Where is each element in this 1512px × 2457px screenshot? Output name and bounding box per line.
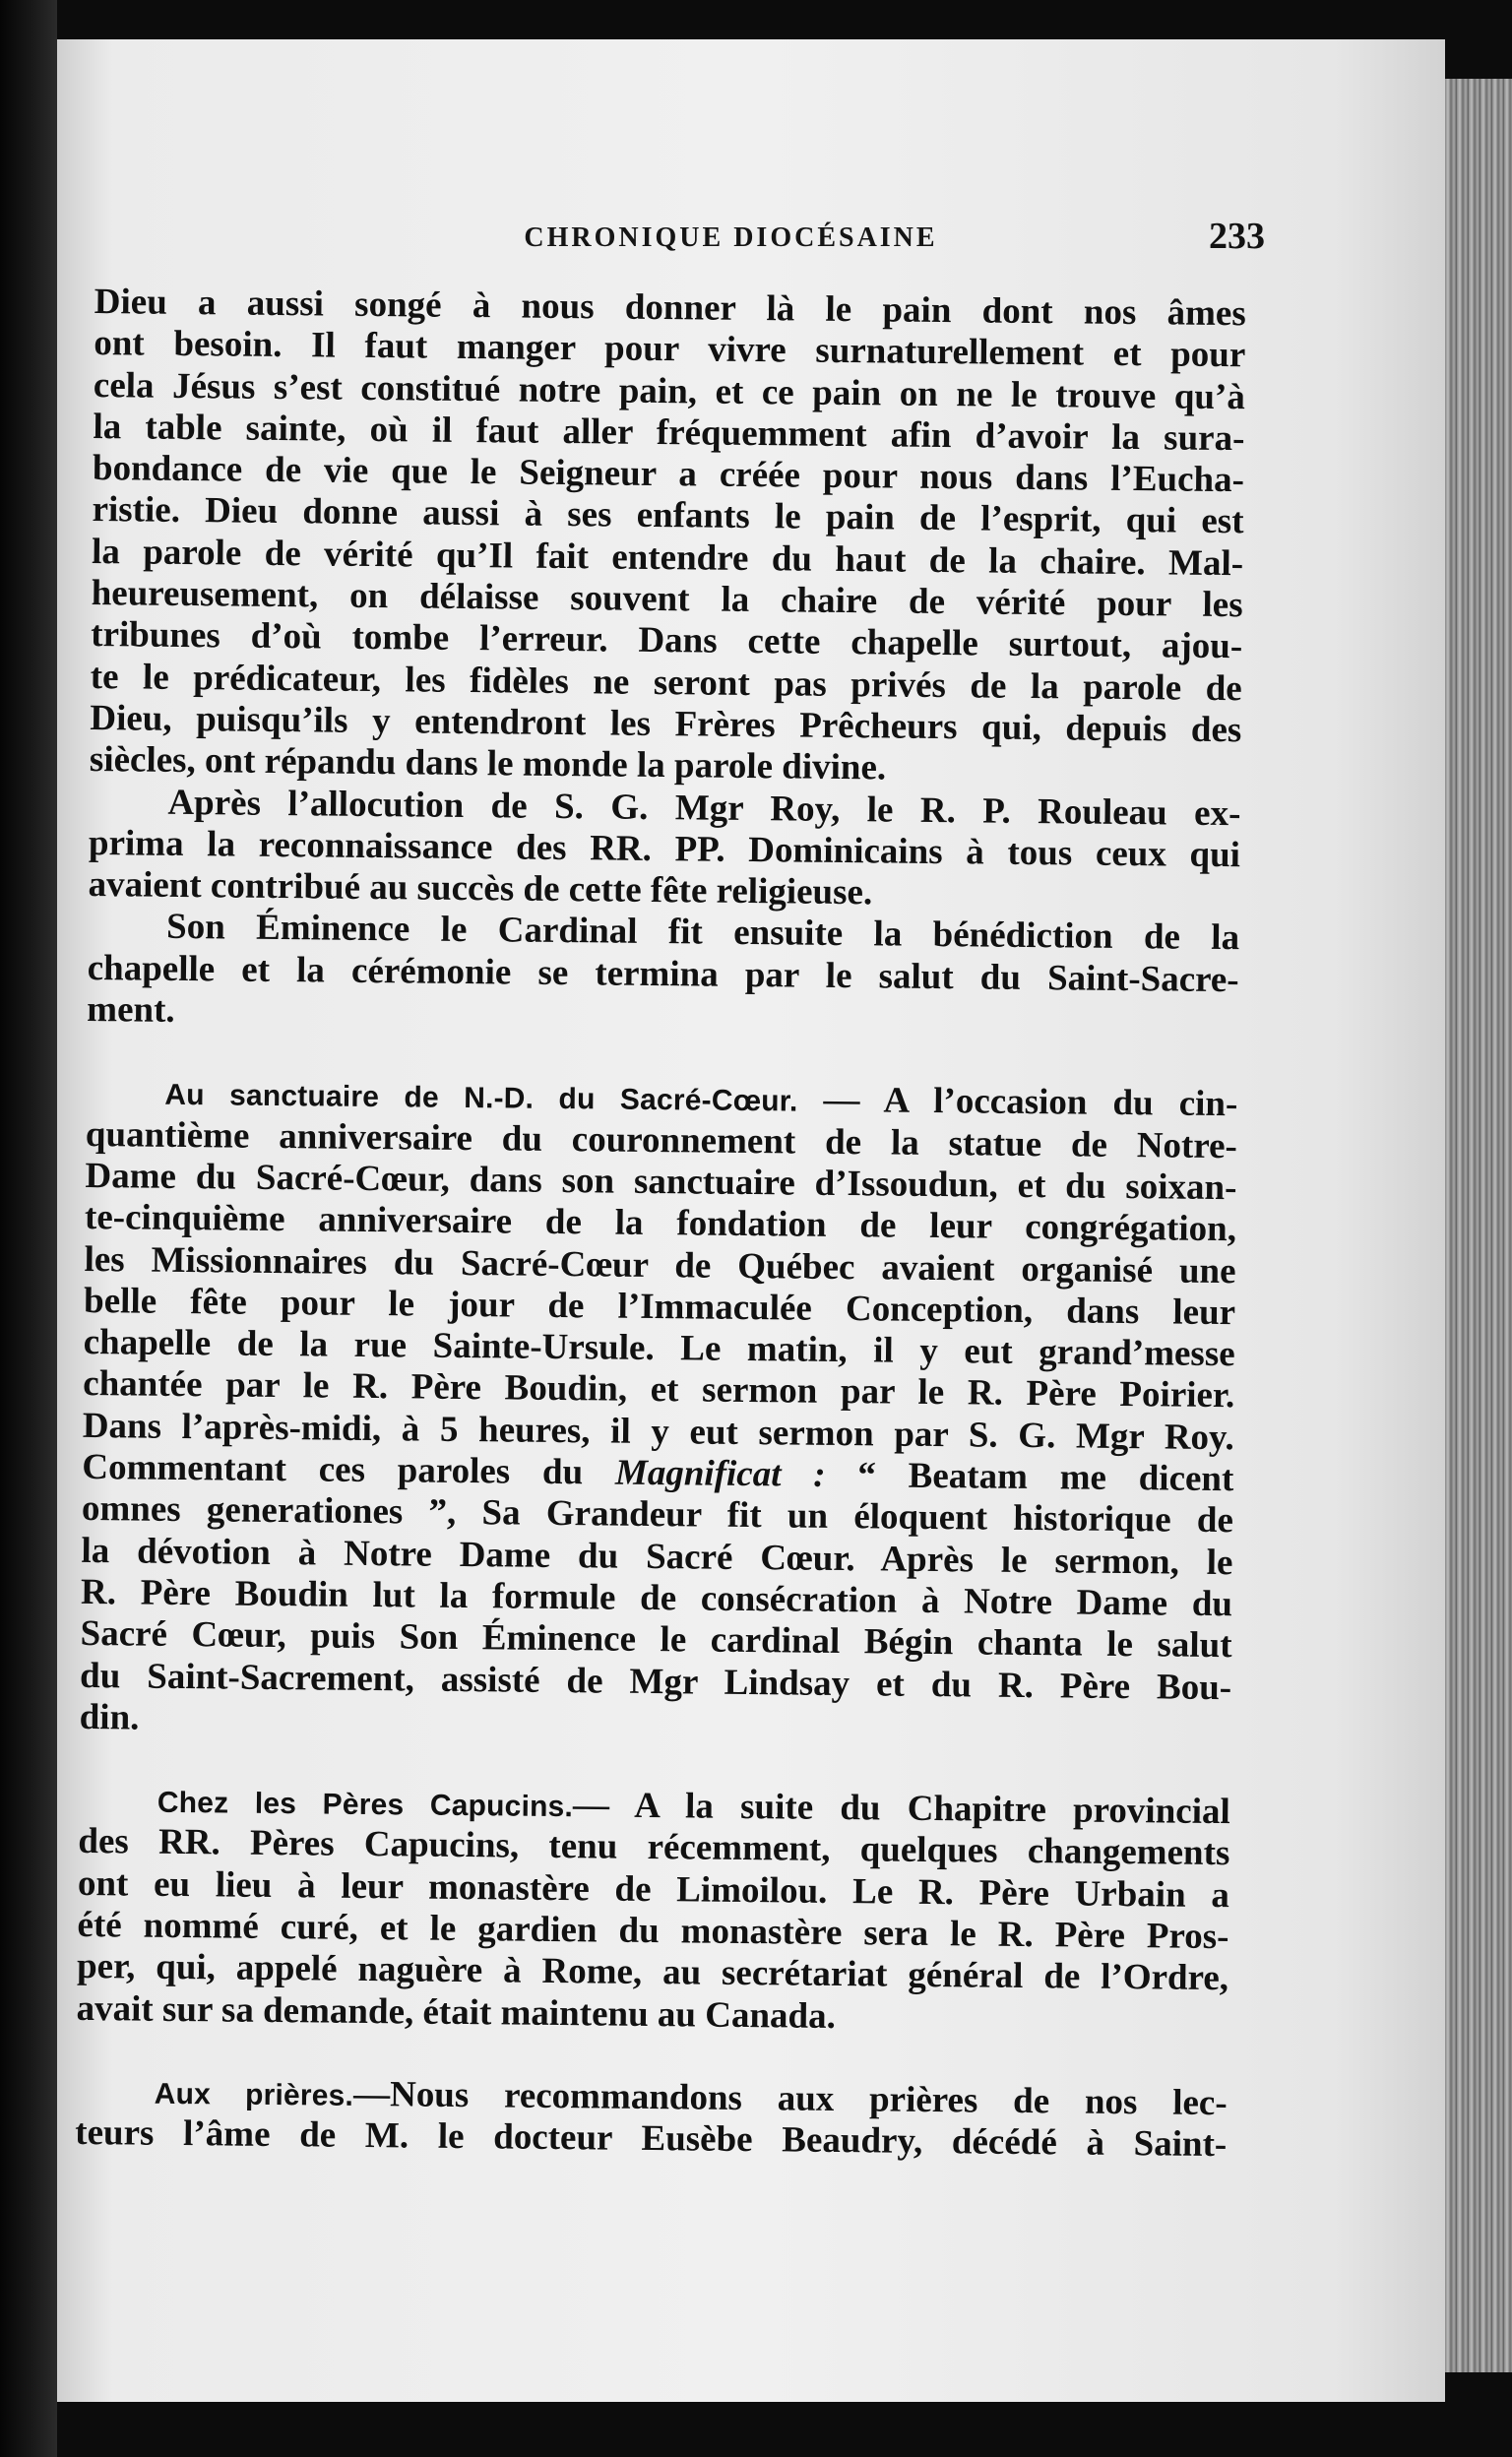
- text-line: te le prédicateur, les fidèles ne seront pas privés de la parole de: [90, 656, 1242, 709]
- text-line: tribunes d’où tombe l’erreur. Dans cette chapelle surtout, ajou-: [91, 614, 1243, 667]
- text-line: des RR. Pères Capucins, tenu récemment, quelques changements: [78, 1821, 1230, 1874]
- text-line: avaient contribué au succès de cette fête religieuse.: [88, 864, 873, 914]
- text-run: — A la suite du Chapitre provincial: [572, 1785, 1230, 1833]
- text-line: bondance de vie que le Seigneur a créée pour nous dans l’Eucha-: [92, 448, 1245, 501]
- text-line: chapelle et la cérémonie se termina par le salut du Saint-Sacre-: [87, 947, 1239, 1000]
- text-run: Commentant ces paroles du: [82, 1446, 616, 1493]
- text-line: siècles, ont répandu dans le monde la parole divine.: [89, 739, 887, 788]
- text-line: ristie. Dieu donne aussi à ses enfants le pain de l’esprit, qui est: [92, 489, 1244, 542]
- text-line: avait sur sa demande, était maintenu au Canada.: [76, 1987, 837, 2037]
- page-header: [197, 215, 1265, 264]
- text-run: —Nous recommandons aux prières de nos lec-: [352, 2073, 1228, 2124]
- text-line: Dans l’après-midi, à 5 heures, il y eut sermon par S. G. Mgr Roy.: [82, 1405, 1234, 1458]
- text-line: Dame du Sacré-Cœur, dans son sanctuaire d’Issoudun, et du soixan-: [85, 1155, 1237, 1209]
- text-line: quantième anniversaire du couronnement de la statue de Notre-: [85, 1113, 1238, 1166]
- text-line: din.: [79, 1696, 140, 1738]
- text-line: Son Éminence le Cardinal fit ensuite la bénédiction de la: [165, 907, 1240, 959]
- book-spine-shadow: [0, 0, 57, 2457]
- text-line: Après l’allocution de S. G. Mgr Roy, le R. P. Rouleau ex-: [167, 782, 1241, 834]
- text-line: les Missionnaires du Sacré-Cœur de Québec avaient organisé une: [84, 1238, 1236, 1292]
- text-run: “ Beatam me dicent: [825, 1454, 1234, 1500]
- section-heading: Aux prières.: [154, 2077, 354, 2112]
- text-line: ont eu lieu à leur monastère de Limoilou. Le R. Père Urbain a: [77, 1862, 1230, 1916]
- text-line: te-cinquième anniversaire de la fondation de leur congrégation,: [84, 1197, 1237, 1250]
- text-line: prima la reconnaissance des RR. PP. Dominicains à tous ceux qui: [88, 822, 1241, 876]
- text-line: la table sainte, où il faut aller fréquemment afin d’avoir la sura-: [93, 406, 1245, 460]
- section-heading: Chez les Pères Capucins.: [157, 1786, 574, 1824]
- body-text: [75, 282, 1246, 2167]
- text-line: chapelle de la rue Sainte-Ursule. Le matin, il y eut grand’messe: [83, 1322, 1235, 1375]
- italic-run: Magnificat :: [614, 1452, 826, 1495]
- page-edges: [1445, 79, 1512, 2372]
- text-line: heureusement, on délaisse souvent la chaire de vérité pour les: [91, 573, 1243, 626]
- text-line: per, qui, appelé naguère à Rome, au secrétariat général de l’Ordre,: [76, 1946, 1229, 1999]
- page-number: 233: [1209, 216, 1265, 257]
- text-line: Dieu a aussi songé à nous donner là le pain dont nos âmes: [94, 282, 1246, 335]
- text-line: ment.: [87, 989, 175, 1031]
- text-run: — A l’occasion du cin-: [797, 1079, 1238, 1125]
- running-head: CHRONIQUE DIOCÉSAINE: [524, 222, 938, 253]
- section-heading: Au sanctuaire de N.-D. du Sacré-Cœur.: [164, 1079, 798, 1118]
- text-line: belle fête pour le jour de l’Immaculée Conception, dans leur: [83, 1280, 1236, 1334]
- text-line: chantée par le R. Père Boudin, et sermon par le R. Père Poirier.: [83, 1363, 1235, 1417]
- text-line: cela Jésus s’est constitué notre pain, et ce pain on ne le trouve qu’à: [93, 364, 1246, 417]
- text-line: Dieu, puisqu’ils y entendront les Frères Prêcheurs qui, depuis des: [90, 697, 1242, 751]
- text-line: la dévotion à Notre Dame du Sacré Cœur. Après le sermon, le: [81, 1530, 1233, 1583]
- text-line: Sacré Cœur, puis Son Éminence le cardinal Bégin chanta le salut: [80, 1613, 1232, 1667]
- text-line: du Saint-Sacrement, assisté de Mgr Lindsay et du R. Père Bou-: [79, 1655, 1232, 1708]
- text-line: ont besoin. Il faut manger pour vivre surnaturellement et pour: [94, 323, 1246, 376]
- text-line: R. Père Boudin lut la formule de consécration à Notre Dame du: [80, 1571, 1233, 1625]
- text-line: été nommé curé, et le gardien du monastère sera le R. Père Pros-: [77, 1904, 1229, 1958]
- text-line: teurs l’âme de M. le docteur Eusèbe Beaudry, décédé à Saint-: [75, 2112, 1228, 2166]
- text-line: la parole de vérité qu’Il fait entendre du haut de la chaire. Mal-: [91, 531, 1244, 585]
- text-line: omnes generationes ”, Sa Grandeur fit un éloquent historique de: [81, 1488, 1234, 1542]
